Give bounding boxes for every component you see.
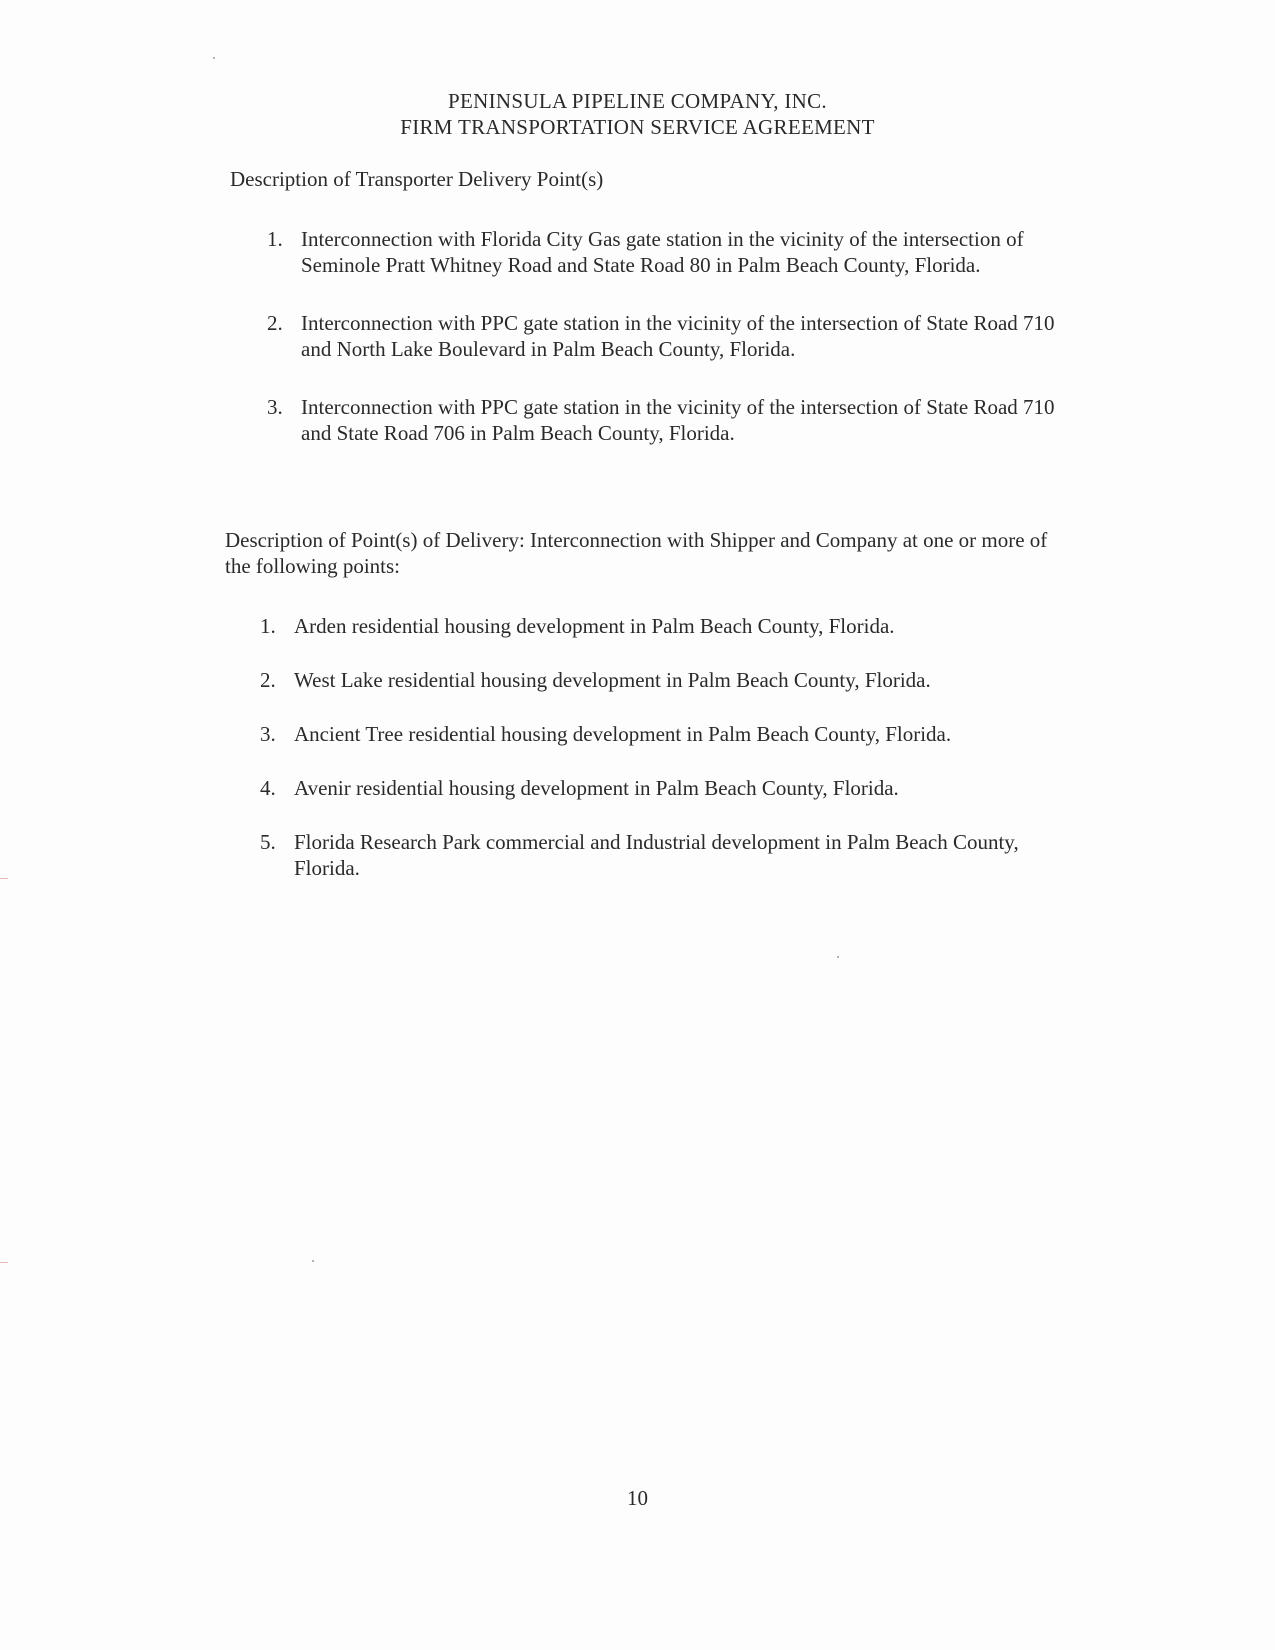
item-text: Interconnection with PPC gate station in the vicinity of the intersection of State Road 710 and State Road 706 in Palm Beach County, Florida.: [301, 395, 1055, 445]
page-number: 10: [627, 1486, 648, 1510]
item-number: 3.: [260, 722, 276, 746]
item-number: 2.: [260, 668, 276, 692]
scan-speck: [312, 1260, 314, 1262]
transporter-delivery-points-heading: Description of Transporter Delivery Point(s): [230, 167, 604, 191]
agreement-title: FIRM TRANSPORTATION SERVICE AGREEMENT: [400, 115, 875, 139]
list-item: [260, 613, 1060, 639]
company-name: PENINSULA PIPELINE COMPANY, INC.: [448, 89, 827, 113]
item-text: Interconnection with PPC gate station in the vicinity of the intersection of State Road 710 and North Lake Boulevard in Palm Beach County, Florida.: [301, 311, 1055, 361]
list-item: [267, 226, 1067, 278]
item-number: 5.: [260, 830, 276, 854]
item-number: 1.: [260, 614, 276, 638]
item-text: Avenir residential housing development in Palm Beach County, Florida.: [294, 776, 899, 800]
item-text: West Lake residential housing development in Palm Beach County, Florida.: [294, 668, 931, 692]
points-of-delivery-list: [260, 613, 1060, 881]
list-item: [267, 394, 1067, 446]
item-number: 3.: [267, 395, 283, 419]
scan-edge-mark: [0, 878, 8, 879]
list-item: [260, 775, 1060, 801]
item-text: Ancient Tree residential housing development in Palm Beach County, Florida.: [294, 722, 952, 746]
item-text: Interconnection with Florida City Gas gate station in the vicinity of the intersection of Seminole Pratt Whitney Road and State Road 80 in Palm Beach County, Florida.: [301, 227, 1024, 277]
document-header: [0, 88, 1275, 140]
list-item: [267, 310, 1067, 362]
scan-edge-mark: [0, 1262, 8, 1263]
scan-speck: [213, 57, 215, 59]
scan-speck: [837, 956, 839, 958]
transporter-delivery-points-list: [267, 226, 1067, 446]
list-item: [260, 829, 1060, 881]
points-of-delivery-intro: Description of Point(s) of Delivery: Interconnection with Shipper and Company at one or more of the following points:: [225, 528, 1048, 578]
item-text: Arden residential housing development in Palm Beach County, Florida.: [294, 614, 895, 638]
item-number: 4.: [260, 776, 276, 800]
list-item: [260, 721, 1060, 747]
item-number: 1.: [267, 227, 283, 251]
item-number: 2.: [267, 311, 283, 335]
item-text: Florida Research Park commercial and Industrial development in Palm Beach County, Florida.: [294, 830, 1019, 880]
list-item: [260, 667, 1060, 693]
